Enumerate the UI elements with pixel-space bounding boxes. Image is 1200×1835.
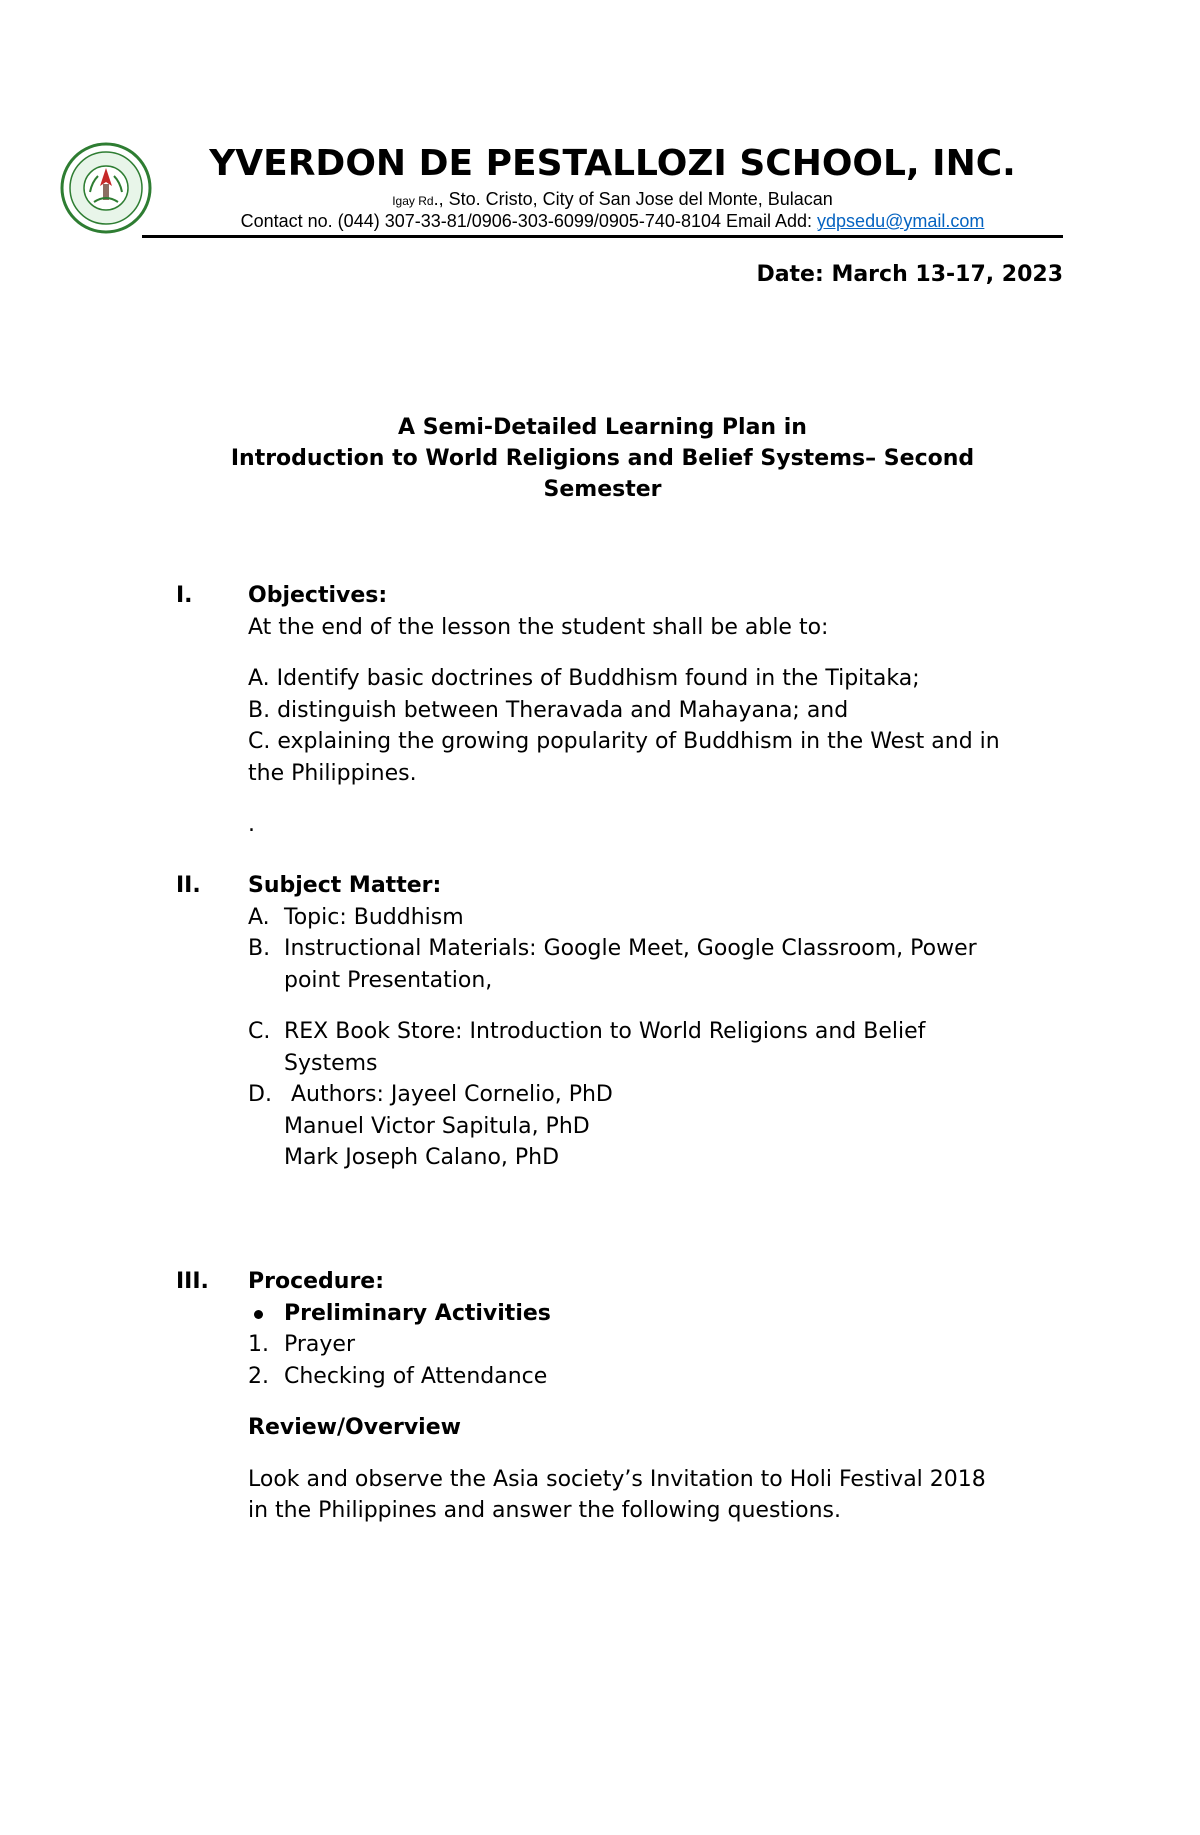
stray-period: . [248, 812, 255, 837]
section-number-procedure: III. [176, 1269, 209, 1294]
section-subject-matter [248, 870, 1068, 1174]
contact-numbers: Contact no. (044) 307-33-81/0906-303-6099/0905-740-8104 Email Add: [240, 211, 818, 231]
list-marker: D. [248, 1082, 272, 1107]
school-logo [60, 142, 152, 234]
review-heading: Review/Overview [248, 1415, 461, 1440]
email-link[interactable]: ydpsedu@ymail.com [817, 211, 985, 231]
objectives-intro: At the end of the lesson the student shall be able to: [248, 614, 829, 640]
preliminary-heading: Preliminary Activities [284, 1300, 551, 1326]
list-marker: 1. [248, 1332, 269, 1357]
section-number-subject: II. [176, 873, 201, 898]
subject-item-text: Instructional Materials: Google Meet, Google Classroom, Power [284, 936, 977, 961]
subject-item-text: Authors: Jayeel Cornelio, PhD [284, 1082, 613, 1107]
list-marker: 2. [248, 1363, 269, 1389]
procedure-step [248, 1329, 1068, 1361]
subject-item-text: point Presentation, [284, 967, 493, 993]
subject-heading: Subject Matter: [248, 873, 442, 898]
address-street: Igay Rd [392, 194, 434, 208]
subject-item-text: Topic: Buddhism [284, 904, 464, 930]
objective-item: A. Identify basic doctrines of Buddhism found in the Tipitaka; [248, 666, 920, 691]
step-text: Checking of Attendance [284, 1363, 548, 1389]
plan-title [160, 412, 1045, 505]
procedure-heading: Procedure: [248, 1269, 385, 1294]
school-address [160, 188, 1065, 212]
subject-item-materials [248, 933, 1068, 996]
list-marker: C. [248, 1019, 271, 1044]
section-procedure [248, 1266, 1068, 1527]
subject-item-reference [248, 1016, 1068, 1079]
procedure-step [248, 1361, 1068, 1393]
review-text: Look and observe the Asia society’s Invitation to Holi Festival 2018 [248, 1466, 986, 1492]
author-name: Manuel Victor Sapitula, PhD [284, 1113, 590, 1139]
school-name: YVERDON DE PESTALLOZI SCHOOL, INC. [209, 143, 1016, 184]
preliminary-activities [248, 1298, 1068, 1330]
step-text: Prayer [284, 1332, 356, 1357]
bullet-icon [254, 1310, 263, 1319]
author-name: Mark Joseph Calano, PhD [284, 1145, 560, 1170]
objective-item: B. distinguish between Theravada and Mahayana; and [248, 697, 849, 723]
objective-item: C. explaining the growing popularity of Buddhism in the West and in [248, 729, 1000, 754]
review-text: in the Philippines and answer the following questions. [248, 1498, 842, 1523]
subject-item-text: Systems [284, 1050, 378, 1076]
list-marker: A. [248, 904, 270, 930]
school-contact [160, 210, 1065, 232]
title-line-2: Introduction to World Religions and Belief Systems– Second [230, 446, 975, 471]
title-line-1: A Semi-Detailed Learning Plan in [398, 415, 807, 440]
section-objectives [248, 580, 1068, 841]
list-marker: B. [248, 936, 271, 961]
objective-item-continued: the Philippines. [248, 760, 417, 786]
section-number-objectives: I. [176, 583, 193, 608]
address-rest: ., Sto. Cristo, City of San Jose del Monte, Bulacan [433, 189, 833, 209]
objectives-heading: Objectives: [248, 583, 388, 608]
title-line-3: Semester [543, 477, 662, 502]
header-divider [142, 235, 1063, 238]
subject-item-authors [248, 1079, 1068, 1174]
subject-item-text: REX Book Store: Introduction to World Religions and Belief [284, 1019, 926, 1044]
lesson-date: Date: March 13-17, 2023 [756, 262, 1063, 287]
subject-item-topic [248, 902, 1068, 934]
